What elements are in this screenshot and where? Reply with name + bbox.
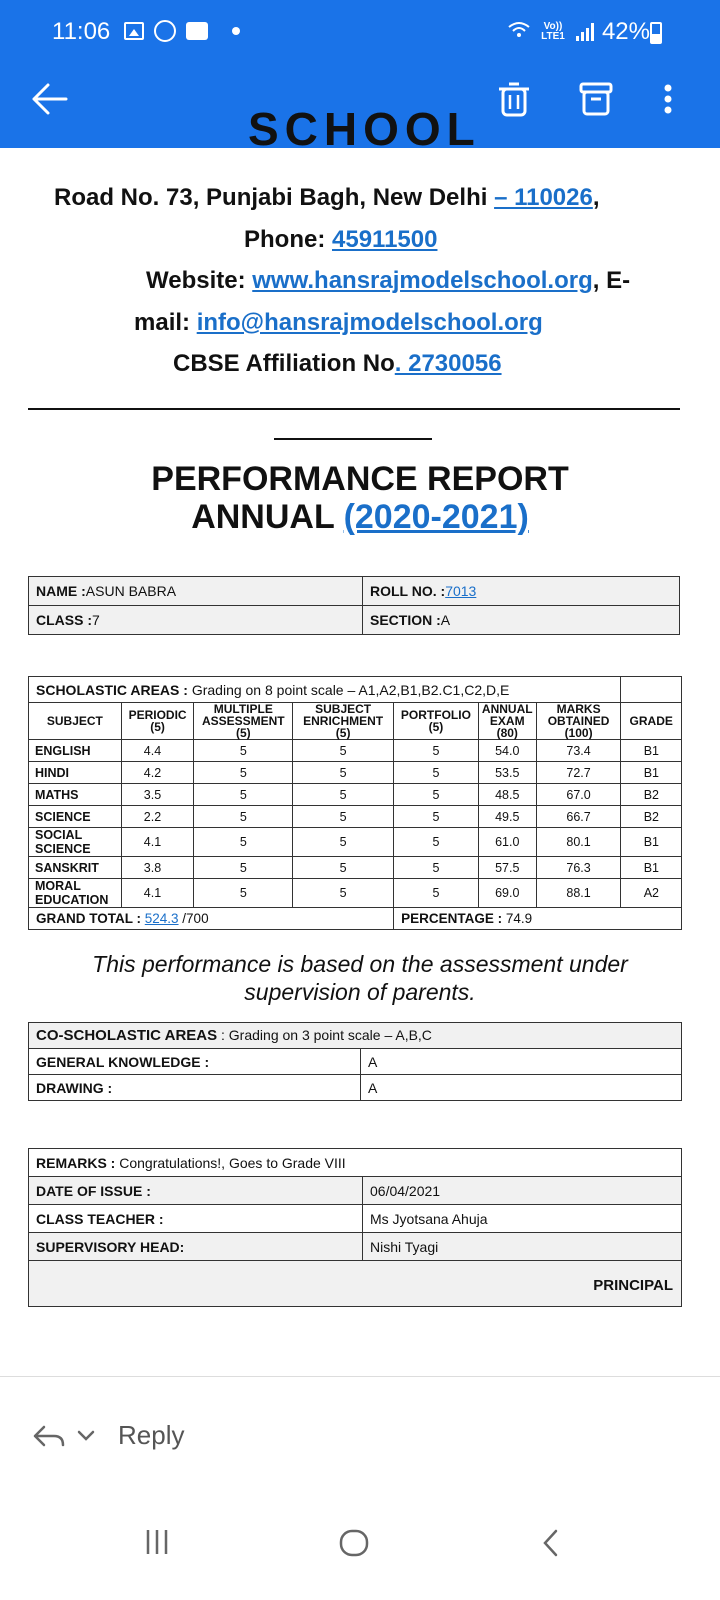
table-cell: B2 (621, 784, 682, 806)
subject-name: SCIENCE (29, 806, 122, 828)
reply-arrow-icon (32, 1423, 66, 1449)
table-cell: 5 (293, 828, 394, 857)
table-cell: 5 (394, 857, 479, 879)
affiliation-link[interactable]: . 2730056 (394, 350, 502, 377)
delete-button[interactable] (496, 80, 532, 118)
wifi-icon (508, 21, 530, 44)
table-cell: 5 (394, 784, 479, 806)
signal-icon (576, 23, 594, 41)
table-cell: 5 (394, 879, 479, 908)
table-cell: B1 (621, 857, 682, 879)
table-cell: 69.0 (478, 879, 536, 908)
remarks-cell: REMARKS : Congratulations!, Goes to Grade VIII (29, 1149, 682, 1177)
more-notifications-icon (232, 27, 240, 35)
system-status (508, 18, 650, 46)
more-options-button[interactable] (656, 80, 680, 118)
separator (0, 1376, 720, 1377)
roll-cell: ROLL NO. :7013 (363, 577, 680, 606)
percentage-cell: PERCENTAGE : 74.9 (394, 908, 682, 930)
student-info-table (28, 576, 680, 635)
table-cell: 5 (194, 784, 293, 806)
arrow-left-icon (30, 82, 70, 116)
table-cell: 5 (194, 762, 293, 784)
email-link[interactable]: info@hansrajmodelschool.org (196, 309, 543, 336)
recents-icon (144, 1528, 170, 1556)
reply-label: Reply (118, 1420, 185, 1450)
recents-button[interactable] (144, 1528, 170, 1561)
table-row (29, 857, 682, 879)
gallery-icon (124, 22, 144, 40)
date-value: 06/04/2021 (363, 1177, 682, 1205)
col-header: ANNUAL EXAM (80) (478, 703, 536, 740)
table-cell: 5 (394, 828, 479, 857)
table-row (29, 806, 682, 828)
status-bar (0, 0, 720, 64)
table-cell: 5 (194, 857, 293, 879)
table-cell: 3.5 (121, 784, 194, 806)
table-cell: B1 (621, 740, 682, 762)
message-icon (186, 22, 208, 40)
table-row (29, 740, 682, 762)
network-type: Vo)) LTE1 (541, 21, 565, 42)
website-line: Website: www.hansrajmodelschool.org, E- (146, 267, 631, 294)
table-cell: 61.0 (478, 828, 536, 857)
table-cell: 67.0 (536, 784, 621, 806)
date-label: DATE OF ISSUE : (29, 1177, 363, 1205)
archive-button[interactable] (578, 80, 614, 118)
table-cell: 5 (394, 806, 479, 828)
table-cell: 5 (293, 784, 394, 806)
name-cell: NAME :ASUN BABRA (29, 577, 363, 606)
address-line: Road No. 73, Punjabi Bagh, New Delhi – 110026, (54, 184, 600, 211)
table-cell: 72.7 (536, 762, 621, 784)
table-cell: 73.4 (536, 740, 621, 762)
table-cell: 49.5 (478, 806, 536, 828)
divider (28, 408, 680, 410)
more-vert-icon (656, 80, 680, 118)
table-cell: 54.0 (478, 740, 536, 762)
table-cell: 4.1 (121, 879, 194, 908)
coscholastic-table (28, 1022, 682, 1101)
chevron-down-icon[interactable] (76, 1429, 96, 1443)
chevron-left-icon (540, 1528, 562, 1558)
col-header: MARKS OBTAINED (100) (536, 703, 621, 740)
table-cell: 53.5 (478, 762, 536, 784)
email-line: mail: info@hansrajmodelschool.org (134, 309, 543, 336)
table-cell: 5 (194, 740, 293, 762)
home-icon (338, 1528, 370, 1558)
col-header: SUBJECT (29, 703, 122, 740)
phone-line: Phone: 45911500 (244, 226, 438, 253)
table-cell: 88.1 (536, 879, 621, 908)
subject-name: MORAL EDUCATION (29, 879, 122, 908)
battery-percent: 42% (601, 18, 650, 45)
table-cell: 5 (194, 828, 293, 857)
table-cell: 4.2 (121, 762, 194, 784)
table-cell: 5 (194, 879, 293, 908)
col-header: GRADE (621, 703, 682, 740)
status-time: 11:06 (52, 18, 111, 45)
table-cell: 4.4 (121, 740, 194, 762)
archive-icon (578, 80, 614, 118)
subject-name: MATHS (29, 784, 122, 806)
table-cell: B1 (621, 828, 682, 857)
supervisor-label: SUPERVISORY HEAD: (29, 1233, 363, 1261)
table-cell: A2 (621, 879, 682, 908)
subject-name: ENGLISH (29, 740, 122, 762)
table-cell: 80.1 (536, 828, 621, 857)
nav-bar (0, 1500, 720, 1600)
report-title: PERFORMANCE REPORT ANNUAL (2020-2021) (151, 460, 569, 536)
remarks-table (28, 1148, 682, 1307)
table-cell: 5 (293, 740, 394, 762)
teacher-label: CLASS TEACHER : (29, 1205, 363, 1233)
scholastic-title: SCHOLASTIC AREAS : Grading on 8 point scale – A1,A2,B1,B2.C1,C2,D,E (29, 677, 621, 703)
divider-short (274, 438, 432, 440)
home-button[interactable] (338, 1528, 370, 1563)
trash-icon (496, 80, 532, 118)
table-cell: 76.3 (536, 857, 621, 879)
supervisor-value: Nishi Tyagi (363, 1233, 682, 1261)
scholastic-rows (29, 740, 682, 908)
grand-total-link[interactable]: 524.3 (144, 911, 179, 926)
scholastic-table (28, 676, 682, 930)
report-year-link[interactable]: (2020-2021) (343, 498, 529, 536)
table-cell: 4.1 (121, 828, 194, 857)
reply-button[interactable] (32, 1420, 184, 1451)
subject-name: SANSKRIT (29, 857, 122, 879)
table-cell: 5 (194, 806, 293, 828)
back-button[interactable] (30, 82, 70, 116)
drawing-grade: A (361, 1075, 682, 1101)
table-cell: B2 (621, 806, 682, 828)
assessment-note: This performance is based on the assessment under supervision of parents. (92, 951, 628, 1005)
gk-label: GENERAL KNOWLEDGE : (29, 1049, 361, 1075)
coscholastic-title: CO-SCHOLASTIC AREAS : Grading on 3 point scale – A,B,C (29, 1023, 682, 1049)
drawing-label: DRAWING : (29, 1075, 361, 1101)
roll-link[interactable]: 7013 (445, 583, 477, 599)
table-row (29, 879, 682, 908)
table-row (29, 828, 682, 857)
grand-total-cell: GRAND TOTAL : 524.3 /700 (29, 908, 394, 930)
gk-grade: A (361, 1049, 682, 1075)
whatsapp-icon (154, 20, 176, 42)
phone-link[interactable]: 45911500 (332, 226, 438, 253)
battery-icon (650, 22, 662, 44)
table-cell: 3.8 (121, 857, 194, 879)
section-cell: SECTION :A (363, 606, 680, 635)
nav-back-button[interactable] (540, 1528, 562, 1563)
website-link[interactable]: www.hansrajmodelschool.org (252, 267, 593, 294)
subject-name: HINDI (29, 762, 122, 784)
table-row (29, 762, 682, 784)
table-cell: B1 (621, 762, 682, 784)
table-cell: 5 (293, 857, 394, 879)
principal-signature: PRINCIPAL (29, 1261, 682, 1307)
table-cell: 5 (293, 806, 394, 828)
table-row (29, 784, 682, 806)
table-cell: 5 (293, 879, 394, 908)
col-header: PERIODIC (5) (121, 703, 194, 740)
notification-icons (124, 20, 240, 42)
table-cell: 66.7 (536, 806, 621, 828)
class-cell: CLASS :7 (29, 606, 363, 635)
subject-name: SOCIAL SCIENCE (29, 828, 122, 857)
table-cell: 48.5 (478, 784, 536, 806)
table-cell: 57.5 (478, 857, 536, 879)
table-cell: 2.2 (121, 806, 194, 828)
table-cell: 5 (394, 740, 479, 762)
school-name-clipped: SCHOOL (248, 103, 481, 155)
pin-link[interactable]: – 110026 (494, 184, 593, 211)
affiliation-line: CBSE Affiliation No. 2730056 (173, 350, 502, 377)
col-header: PORTFOLIO (5) (394, 703, 479, 740)
table-cell: 5 (394, 762, 479, 784)
col-header: MULTIPLE ASSESSMENT (5) (194, 703, 293, 740)
teacher-value: Ms Jyotsana Ahuja (363, 1205, 682, 1233)
col-header: SUBJECT ENRICHMENT (5) (293, 703, 394, 740)
table-cell: 5 (293, 762, 394, 784)
